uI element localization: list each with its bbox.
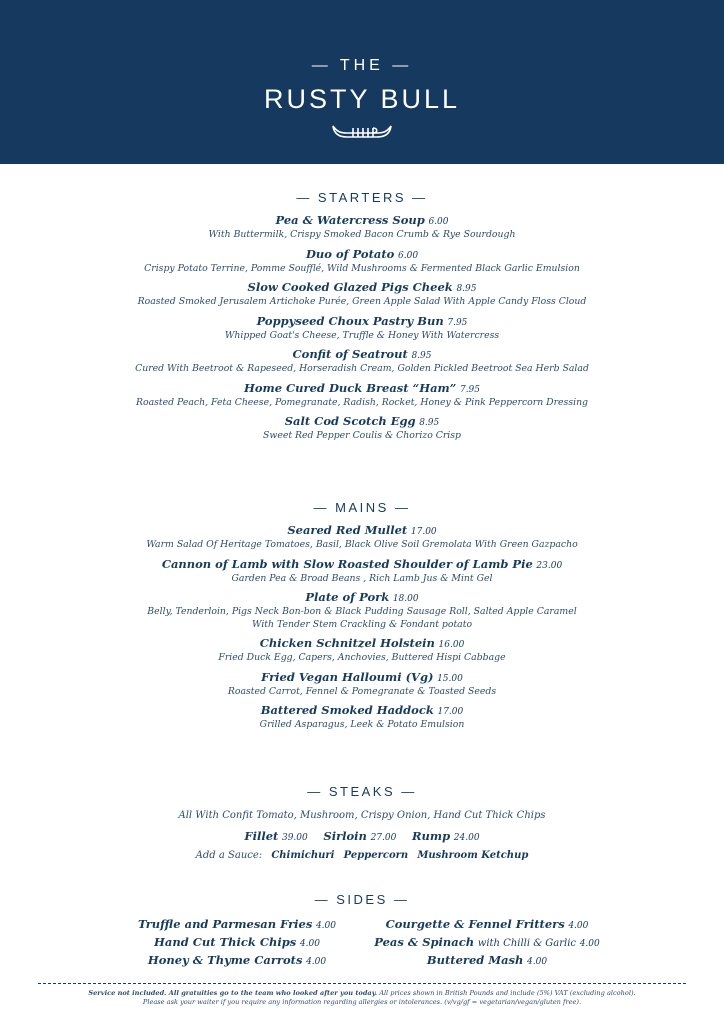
menu-item-description: Roasted Peach, Feta Cheese, Pomegranate, Radish, Rocket, Honey & Pink Peppercorn Dressing: [135, 396, 589, 408]
sauce-mushroom-ketchup: Mushroom Ketchup: [417, 850, 529, 861]
footer-line-2: Please ask your waiter if you require any information regarding allergies or intolerances. (v/vg/gf = vegetarian/vegan/gluten free).: [142, 998, 582, 1006]
starters-item: [0, 347, 724, 376]
steak-cut-name: Rump: [412, 829, 451, 843]
footer-line-1: [0, 989, 724, 998]
menu-item-description: With Tender Stem Crackling & Fondant potato: [251, 618, 473, 630]
side-item-name: Peas & Spinach: [374, 935, 475, 949]
side-item-name: Honey & Thyme Carrots: [147, 953, 303, 967]
menu-item-name: Battered Smoked Haddock: [260, 703, 434, 717]
side-item: [112, 916, 362, 934]
steak-cut-price: 27.00: [370, 833, 397, 843]
sauce-peppercorn: Peppercorn: [343, 850, 409, 861]
starters-item: [0, 280, 724, 309]
menu-item-description: Roasted Carrot, Fennel & Pomegranate & Toasted Seeds: [227, 685, 497, 697]
mains-section: [0, 498, 724, 732]
footer-service-note: Service not included. All gratuities go to the team who looked after you today.: [88, 989, 378, 997]
menu-item-description: Warm Salad Of Heritage Tomatoes, Basil, Black Olive Soil Gremolata With Green Gazpacho: [146, 539, 578, 550]
menu-item-description: Cured With Beetroot & Rapeseed, Horseradish Cream, Golden Pickled Beetroot Sea Herb Salad: [135, 363, 589, 374]
mains-item: [0, 523, 724, 552]
header-banner: [0, 0, 724, 164]
menu-item-price: 15.00: [437, 673, 463, 684]
menu-item-name: Slow Cooked Glazed Pigs Cheek: [247, 280, 453, 294]
starters-title: — STARTERS —: [296, 190, 428, 205]
steaks-section: [0, 782, 724, 861]
starters-item: [0, 247, 724, 276]
side-item-price: 4.00: [315, 921, 336, 931]
menu-item-description: Fried Duck Egg, Capers, Anchovies, Buttered Hispi Cabbage: [218, 652, 506, 663]
menu-item-name: Seared Red Mullet: [287, 523, 408, 537]
mains-item: [0, 703, 724, 732]
brand-the: — THE —: [311, 57, 413, 74]
footer-notes: [0, 989, 724, 1007]
mains-title: — MAINS —: [313, 500, 411, 515]
menu-item-price: 17.00: [437, 707, 464, 717]
menu-item-line: [0, 213, 724, 229]
menu-item-name: Cannon of Lamb with Slow Roasted Shoulder of Lamb Pie: [161, 556, 533, 571]
sauce-options: [0, 850, 724, 861]
menu-item-name: Home Cured Duck Breast “Ham”: [243, 380, 457, 395]
side-item: [362, 952, 612, 970]
menu-item-line: [0, 703, 724, 719]
steak-cut-price: 39.00: [281, 833, 308, 843]
sides-left-column: [112, 916, 362, 970]
sauce-label: Add a Sauce:: [195, 850, 263, 861]
menu-item-description: Whipped Goat's Cheese, Truffle & Honey With Watercress: [224, 329, 500, 341]
menu-item-line: [0, 557, 724, 573]
menu-item-line: [0, 381, 724, 397]
menu-item-price: 6.00: [398, 250, 419, 261]
side-item-name: Hand Cut Thick Chips: [154, 935, 297, 949]
menu-item-price: 8.95: [419, 418, 440, 428]
side-item-price: 4.00: [568, 921, 589, 931]
side-item: [362, 916, 612, 934]
menu-item-description: Roasted Smoked Jerusalem Artichoke Purée, Green Apple Salad With Apple Candy Floss Cloud: [137, 296, 587, 307]
starters-item: [0, 213, 724, 242]
menu-item-name: Poppyseed Choux Pastry Bun: [256, 313, 444, 328]
steak-cut-fillet: [244, 829, 307, 843]
mains-item: [0, 557, 724, 586]
steak-cut-sirloin: [323, 829, 396, 843]
menu-item-line: [0, 414, 724, 430]
menu-item-price: 8.95: [456, 284, 477, 294]
menu-item-line: [0, 523, 724, 539]
menu-item-description: Garden Pea & Broad Beans , Rich Lamb Jus & Mint Gel: [231, 572, 493, 584]
menu-item-name: Pea & Watercress Soup: [275, 213, 425, 227]
steaks-title: — STEAKS —: [307, 784, 417, 799]
menu-item-description: Belly, Tenderloin, Pigs Neck Bon-bon & Black Pudding Sausage Roll, Salted Apple Caramel: [147, 606, 577, 617]
starters-item: [0, 381, 724, 410]
sides-title: — SIDES —: [314, 892, 410, 907]
bull-horns-logo-icon: [331, 124, 393, 140]
menu-item-price: 6.00: [428, 217, 449, 227]
footer-divider: [38, 983, 686, 984]
side-item-name: Buttered Mash: [426, 953, 524, 967]
starters-item: [0, 414, 724, 443]
menu-item-line: [0, 347, 724, 363]
steak-cut-rump: [412, 829, 480, 843]
menu-item-name: Chicken Schnitzel Holstein: [259, 636, 435, 650]
menu-item-line: [0, 314, 724, 330]
menu-item-description: With Buttermilk, Crispy Smoked Bacon Crumb & Rye Sourdough: [208, 229, 516, 240]
mains-item: [0, 670, 724, 699]
menu-item-line: [0, 280, 724, 296]
menu-item-name: Salt Cod Scotch Egg: [284, 414, 416, 428]
side-item-price: 4.00: [306, 957, 327, 967]
steak-cut-name: Sirloin: [323, 829, 367, 843]
menu-item-line: [0, 636, 724, 652]
menu-item-name: Fried Vegan Halloumi (Vg): [261, 669, 434, 684]
side-item-price: 4.00: [579, 939, 600, 949]
side-item-extra: with Chilli & Garlic: [477, 938, 577, 949]
footer-price-note: All prices shown in British Pounds and include (5%) VAT (excluding alcohol).: [379, 989, 636, 997]
side-item: [112, 952, 362, 970]
menu-item-price: 17.00: [410, 527, 437, 537]
mains-list: [0, 523, 724, 732]
menu-item-line: [0, 590, 724, 606]
sauce-chimichuri: Chimichuri: [271, 850, 335, 861]
side-item-price: 4.00: [527, 957, 548, 967]
menu-item-name: Confit of Seatrout: [292, 347, 408, 361]
steak-cut-name: Fillet: [244, 829, 279, 843]
menu-item-price: 18.00: [392, 594, 419, 604]
menu-item-name: Plate of Pork: [305, 590, 390, 604]
mains-item: [0, 590, 724, 631]
starters-section: [0, 188, 724, 443]
steak-cuts: [0, 829, 724, 843]
sides-right-column: [362, 916, 612, 970]
menu-item-price: 16.00: [438, 640, 465, 650]
menu-item-price: 8.95: [411, 351, 432, 361]
menu-item-price: 23.00: [536, 560, 563, 571]
menu-item-description: Sweet Red Pepper Coulis & Chorizo Crisp: [263, 430, 461, 441]
menu-item-name: Duo of Potato: [305, 246, 395, 261]
side-item-name: Truffle and Parmesan Fries: [137, 917, 313, 931]
side-item-price: 4.00: [299, 939, 320, 949]
side-item: [112, 934, 362, 952]
menu-item-line: [0, 670, 724, 686]
brand-name: RUSTY BULL: [263, 84, 461, 114]
menu-item-price: 7.95: [447, 317, 468, 328]
starters-item: [0, 314, 724, 343]
starters-list: [0, 213, 724, 443]
steak-cut-price: 24.00: [453, 833, 480, 843]
menu-item-description: Crispy Potato Terrine, Pomme Soufflé, Wild Mushrooms & Fermented Black Garlic Emulsion: [144, 262, 580, 274]
side-item: [362, 934, 612, 952]
menu-item-line: [0, 247, 724, 263]
menu-item-price: 7.95: [459, 384, 481, 395]
sides-section: [0, 890, 724, 910]
mains-item: [0, 636, 724, 665]
side-item-name: Courgette & Fennel Fritters: [385, 917, 565, 931]
menu-item-description: Grilled Asparagus, Leek & Potato Emulsion: [259, 719, 465, 730]
steaks-intro: All With Confit Tomato, Mushroom, Crispy Onion, Hand Cut Thick Chips: [178, 810, 546, 821]
